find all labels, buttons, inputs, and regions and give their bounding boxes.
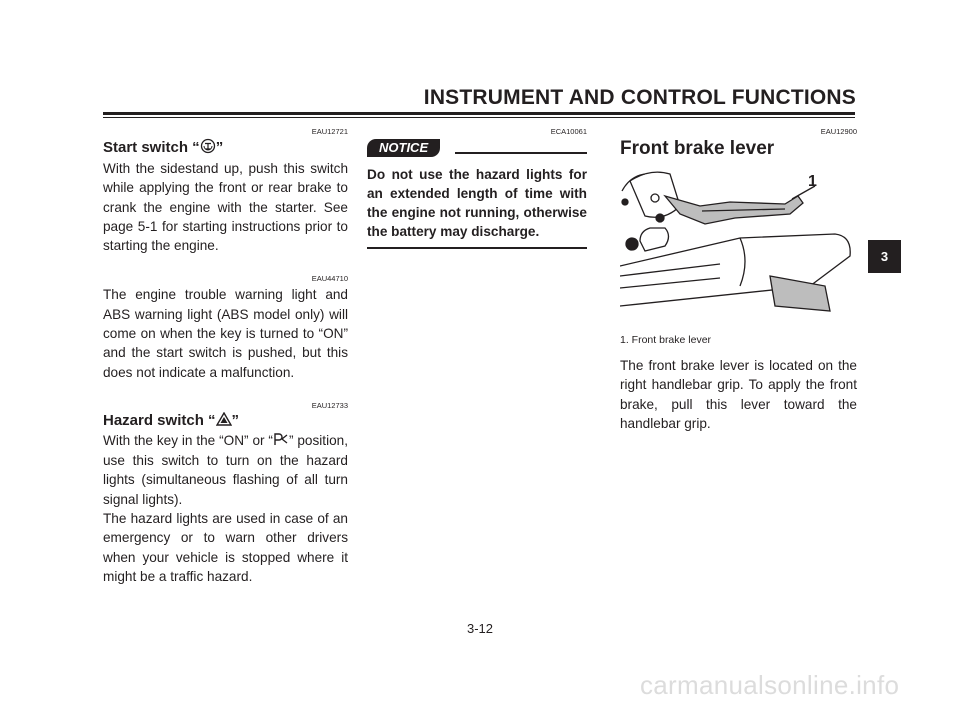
section-code: EAU12900 xyxy=(820,127,857,136)
start-switch-heading xyxy=(103,138,348,158)
hazard-text-part1: With the key in the “ON” or “ xyxy=(103,433,273,448)
header-rule xyxy=(103,112,855,115)
front-brake-title: Front brake lever xyxy=(620,138,775,159)
middle-column xyxy=(367,120,587,249)
left-column xyxy=(103,120,348,586)
right-column xyxy=(620,120,857,433)
watermark: carmanualsonline.info xyxy=(640,670,900,700)
section-code: EAU12721 xyxy=(311,127,348,136)
section-code: ECA10061 xyxy=(550,127,587,136)
parking-symbol-icon xyxy=(273,432,289,451)
heading-suffix: ” xyxy=(231,411,240,429)
notice-text: Do not use the hazard lights for an extended length of time with the engine not running, otherwise the battery may discharge. xyxy=(367,167,587,239)
chapter-tab: 3 xyxy=(868,240,901,273)
figure-caption: 1. Front brake lever xyxy=(620,334,712,346)
hazard-text-part2: ” position, use this switch to turn on the hazard lights (simultaneous flashing of all turn signal lights). xyxy=(103,433,348,507)
notice-bottom-rule xyxy=(367,247,587,249)
callout-number: 1 xyxy=(808,173,817,190)
page-number: 3-12 xyxy=(466,621,494,636)
notice-header xyxy=(367,139,587,161)
section-code: EAU44710 xyxy=(311,274,348,284)
heading-suffix: ” xyxy=(215,138,224,156)
hazard-triangle-icon xyxy=(216,412,232,430)
heading-prefix: Hazard switch “ xyxy=(103,411,216,429)
front-brake-illustration xyxy=(620,166,857,316)
start-symbol-icon xyxy=(200,138,216,158)
front-brake-text: The front brake lever is located on the right handlebar grip. To apply the front brake, pull this lever toward the handlebar grip. xyxy=(620,358,857,431)
notice-badge: NOTICE xyxy=(367,139,440,157)
section-code: EAU12733 xyxy=(311,400,348,410)
start-switch-text: With the sidestand up, push this switch while applying the front or rear brake to crank the engine with the starter. See page 5-1 for starting instructions prior to starting the engine. xyxy=(103,161,348,254)
hazard-switch-text xyxy=(103,431,348,509)
heading-prefix: Start switch “ xyxy=(103,138,200,156)
engine-warning-text: The engine trouble warning light and ABS warning light (ABS model only) will come on when the key is turned to “ON” and the start switch is pushed, but this does not indicate a malfunction. xyxy=(103,287,348,380)
hazard-switch-heading xyxy=(103,412,348,430)
header-rule-thin xyxy=(103,117,855,118)
notice-rule xyxy=(455,152,587,154)
hazard-usage-text: The hazard lights are used in case of an emergency or to warn other drivers when your vehicle is stopped where it might be a traffic hazard. xyxy=(103,510,348,584)
page-header-title: INSTRUMENT AND CONTROL FUNCTIONS xyxy=(423,86,856,109)
